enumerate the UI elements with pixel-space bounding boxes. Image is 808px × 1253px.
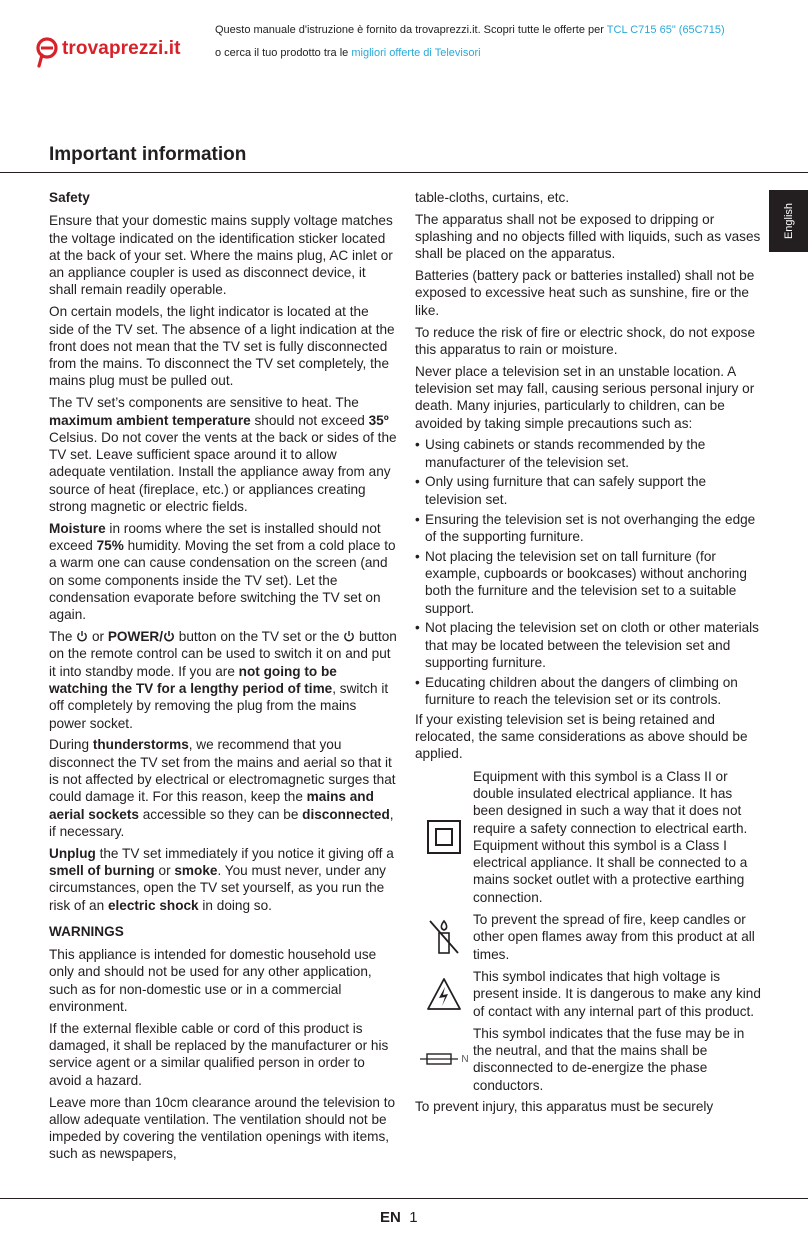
warnings-heading: WARNINGS [49,923,124,939]
bold-text: Moisture [49,520,106,536]
dripping-paragraph: The apparatus shall not be exposed to dripping or splashing and no objects filled with liquids, such as vases shall be placed on the apparatus. [415,211,761,262]
list-item: • Using cabinets or stands recommended by the manufacturer of the television set. [415,436,763,471]
safety-heading: Safety [49,190,90,205]
text: During [49,737,93,753]
no-candles-icon [426,917,462,957]
light-indicator-paragraph: On certain models, the light indicator is located at the side of the TV set. The absence of a light indication at the front does not mean that the TV set is fully disconnected from the mains. To disconnect the TV set completely, the mains plug must be pulled out. [49,304,395,389]
bold-text: thunderstorms [92,737,189,753]
voltage-symbol-block [415,968,763,1020]
bold-text: Unplug [49,845,96,861]
text: the TV set immediately if you notice it giving off a [95,845,394,861]
bold-text: disconnected [302,806,390,822]
banner-text-1: Questo manuale d'istruzione è fornito da trovaprezzi.it. Scopri tutte le offerte per [215,24,607,36]
right-column [415,189,763,1120]
class-ii-symbol-block [415,768,763,906]
batteries-paragraph: Batteries (battery pack or batteries installed) shall not be exposed to excessive heat such as sunshine, fire or the like. [415,268,755,318]
heat-paragraph [49,394,397,515]
bold-text: maximum ambient temperature [49,412,251,428]
tablecloths-text: table-cloths, curtains, etc. [415,190,570,205]
language-tab-label: English [782,202,795,240]
mains-voltage-paragraph: Ensure that your domestic mains supply voltage matches the voltage indicated on the identification sticker located at the back of your set. Where the mains plug, AC inlet or an appliance coupler is used as disconnect device, it shall remain readily operable. [49,213,393,298]
bold-text: electric shock [107,897,199,913]
class-i-text: Equipment without this symbol is a Class I electrical appliance. It shall be connected to a mains socket outlet with a protective earthing connection. [473,837,748,905]
rain-paragraph: To reduce the risk of fire or electric shock, do not expose this apparatus to rain or moisture. [415,324,756,357]
power-button-paragraph [49,628,397,732]
text: humidity. Moving the set from a cold place to a warm one can cause condensation on the screen (and on some components inside the TV set). Let the condensation evaporate before switching the TV set on again. [49,538,396,623]
fuse-text: This symbol indicates that the fuse may be in the neutral, and that the mains shall be disconnected to de-energize the phase conductors. [473,1025,745,1093]
text: in rooms where the set is installed should not exceed [49,520,381,554]
fuse-icon [419,1051,459,1067]
thunderstorm-paragraph [49,736,397,840]
class-ii-text: Equipment with this symbol is a Class II or double insulated electrical appliance. It has been designed in such a way that it does not require a safety connection to electrical earth. [473,768,748,836]
language-tab [769,190,808,252]
text: The TV set’s components are sensitive to heat. The [49,395,359,411]
text: The [49,629,77,645]
bold-text: mains and aerial sockets [49,789,374,822]
left-column [49,189,397,1167]
list-item: • Ensuring the television set is not overhanging the edge of the supporting furniture. [415,511,763,546]
bold-text: POWER/ [107,629,163,645]
fuse-symbol-block [415,1025,763,1094]
banner-line-2 [215,47,481,59]
text: or [154,862,175,878]
cable-paragraph: If the external flexible cable or cord of this product is damaged, it shall be replaced by the manufacturer or his service agent or a similar qualified person in order to avoid a hazard. [49,1020,389,1088]
product-offers-link[interactable]: TCL C715 65" (65C715) [606,24,725,36]
voltage-text: This symbol indicates that high voltage is present inside. It is dangerous to make any kind of contact with any internal part of this product. [473,968,761,1019]
securing-paragraph: To prevent injury, this apparatus must be securely [415,1099,714,1115]
bold-text: not going to be watching the TV for a lengthy period of time [49,663,337,697]
moisture-paragraph [49,520,397,624]
bold-text: 35º [368,412,389,428]
candle-text: To prevent the spread of fire, keep candles or other open flames away from this product at all times. [473,912,755,962]
unstable-location-paragraph: Never place a television set in an unstable location. A television set may fall, causing serious personal injury or death. Many injuries, particularly to children, can be avoided by taking simple precautions such as: [415,363,755,431]
banner-text-2: o cerca il tuo prodotto tra le [215,47,352,59]
bold-text: smoke [174,862,218,878]
banner-line-1 [215,24,725,36]
bold-text: 75% [96,538,124,554]
high-voltage-warning-icon [426,977,462,1011]
text: . You must never, under any circumstances, open the TV set yourself, as you run the risk of an [49,862,386,913]
text: , if necessary. [49,806,394,839]
domestic-use-paragraph: This appliance is intended for domestic household use only and should not be used for any other application, such as for non-domestic use or in a commercial environment. [49,947,377,1015]
page-number: 1 [409,1209,418,1226]
power-icon [76,630,88,642]
list-item: • Not placing the television set on tall furniture (for example, cupboards or bookcases) without anchoring both the furniture and the television set to a suitable support. [415,548,763,617]
page-title: Important information [49,144,247,165]
text: should not exceed [250,412,369,428]
text: Celsius. Do not cover the vents at the back or sides of the TV set. Leave sufficient space around it to allow adequate ventilation. Install the appliance away from any source of heat (fireplace, etc.) or appliances creating strong magnetic or electric fields. [49,429,397,515]
footer-lang: EN [380,1209,401,1226]
text: or [88,629,108,645]
list-item: • Educating children about the dangers of climbing on furniture to reach the television set or its controls. [415,674,763,709]
text: button on the TV set or the [174,629,344,645]
power-icon [343,630,355,642]
text: accessible so they can be [138,806,303,822]
clearance-paragraph: Leave more than 10cm clearance around the television to allow adequate ventilation. The ventilation should not be impeded by covering the ventilation openings with items, such as newspapers, [49,1094,396,1162]
text: , we recommend that you disconnect the TV set from the mains and aerial so that it is not affected by electrical or electromagnetic surges that could damage it. For this reason, keep the [49,737,396,805]
unplug-paragraph [49,845,397,914]
class-ii-double-square-icon [426,819,462,855]
best-offers-link[interactable]: migliori offerte di Televisori [351,47,481,59]
text: button on the remote control can be used to switch it on and put it into standby mode. If you are [49,629,397,679]
footer-divider [0,1198,808,1199]
list-item: • Not placing the television set on cloth or other materials that may be located between the television set and supporting furniture. [415,619,763,671]
relocation-paragraph: If your existing television set is being retained and relocated, the same considerations as above should be applied. [415,711,748,762]
candle-symbol-block [415,911,763,963]
text: in doing so. [198,897,272,913]
neutral-label: N [461,1053,469,1065]
header-divider [0,172,808,173]
page-footer [380,1209,418,1226]
bold-text: smell of burning [49,862,155,878]
power-icon [163,630,175,642]
logo-text[interactable]: trovaprezzi.it [62,38,181,59]
list-item: • Only using furniture that can safely support the television set. [415,473,763,508]
text: , switch it off completely by removing the plug from the mains power socket. [49,681,389,731]
precautions-list [415,436,763,708]
